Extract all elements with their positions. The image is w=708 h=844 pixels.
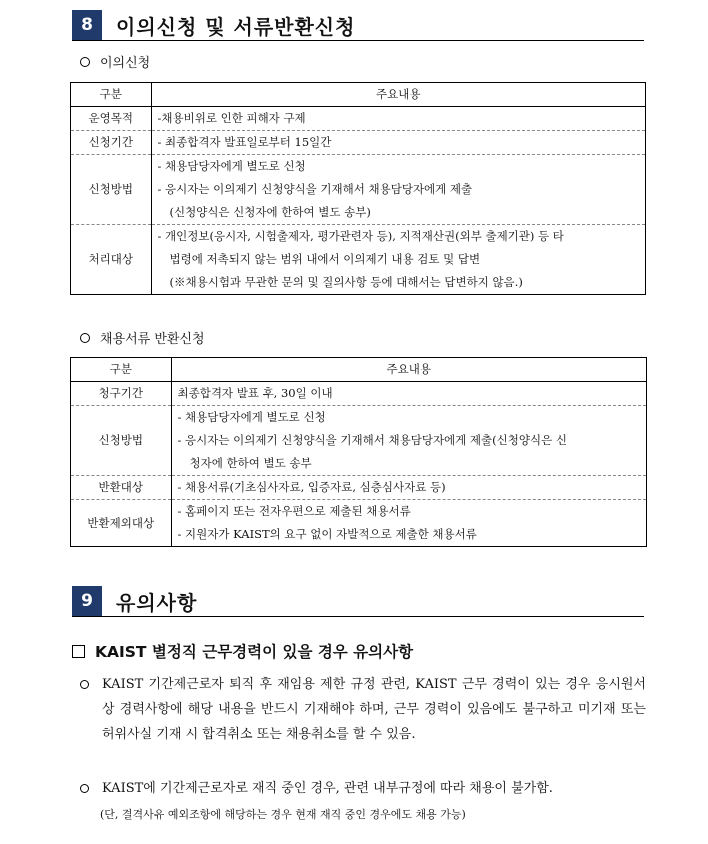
table-row [71, 155, 645, 225]
col-header-category: 구분 [71, 358, 171, 382]
content-line: (신청양식은 신청자에 한하여 별도 송부) [169, 205, 371, 219]
square-bullet-icon [72, 645, 85, 658]
row-content [171, 476, 646, 500]
content-line: - 채용담당자에게 별도로 신청 [157, 159, 306, 173]
section-title: 이의신청 및 서류반환신청 [116, 14, 356, 39]
table-row [71, 500, 646, 547]
row-category: 처리대상 [71, 225, 151, 295]
objection-table [70, 82, 646, 295]
notice-item: KAIST 기간제근로자 퇴직 후 재임용 제한 규정 관련, KAIST 근무 경력이 있는 경우 응시원서 상 경력사항에 해당 내용을 반드시 기재해야 하며, 근무 경력이 있음에도 불구하고 미기재 또는 허위사실 기재 시 합격취소 또는 채용취소를 할 수 있음. [80, 672, 646, 747]
content-line: 청자에 한하여 별도 송부 [189, 456, 312, 470]
table-row [71, 382, 646, 406]
table-header-row [71, 358, 646, 382]
section-8-header [72, 8, 644, 42]
table-header-row [71, 83, 645, 107]
row-content [151, 107, 645, 131]
content-line: - 개인정보(응시자, 시험출제자, 평가관련자 등), 지적재산권(외부 출제기관) 등 타 [157, 229, 564, 243]
row-category: 반환대상 [71, 476, 171, 500]
row-content [171, 500, 646, 547]
section-divider [72, 616, 644, 617]
table-row [71, 131, 645, 155]
table-row [71, 107, 645, 131]
row-category: 반환제외대상 [71, 500, 171, 547]
content-line: - 최종합격자 발표일로부터 15일간 [157, 135, 332, 149]
section-9-header [72, 584, 644, 618]
row-content [151, 155, 645, 225]
table-row [71, 476, 646, 500]
content-line: - 채용담당자에게 별도로 신청 [177, 410, 326, 424]
content-line: 최종합격자 발표 후, 30일 이내 [177, 386, 333, 400]
col-header-content: 주요내용 [151, 83, 645, 107]
table-row [71, 406, 646, 476]
section-title: 유의사항 [116, 590, 198, 615]
notice-subheading: KAIST 별정직 근무경력이 있을 경우 유의사항 [72, 640, 413, 662]
content-line: - 지원자가 KAIST의 요구 없이 자발적으로 제출한 채용서류 [177, 527, 477, 541]
col-header-category: 구분 [71, 83, 151, 107]
content-line: - 응시자는 이의제기 신청양식을 기재해서 채용담당자에게 제출(신청양식은 신 [177, 433, 567, 447]
content-line: - 응시자는 이의제기 신청양식을 기재해서 채용담당자에게 제출 [157, 182, 473, 196]
circle-bullet-icon [80, 680, 89, 689]
circle-bullet-icon [80, 333, 90, 343]
row-category: 신청기간 [71, 131, 151, 155]
row-content [171, 406, 646, 476]
content-line: -채용비위로 인한 피해자 구제 [157, 111, 306, 125]
row-content [171, 382, 646, 406]
content-line: 법령에 저촉되지 않는 범위 내에서 이의제기 내용 검토 및 답변 [169, 252, 481, 266]
section-number: 8 [72, 10, 102, 40]
circle-bullet-icon [80, 57, 90, 67]
col-header-content: 주요내용 [171, 358, 646, 382]
row-content [151, 225, 645, 295]
objection-heading: 이의신청 [80, 52, 150, 71]
row-category: 신청방법 [71, 155, 151, 225]
row-category: 운영목적 [71, 107, 151, 131]
row-category: 신청방법 [71, 406, 171, 476]
notice-footnote: (단, 결격사유 예외조항에 해당하는 경우 현재 재직 중인 경우에도 채용 가능) [100, 808, 466, 821]
content-line: - 홈페이지 또는 전자우편으로 제출된 채용서류 [177, 504, 411, 518]
section-number: 9 [72, 586, 102, 616]
content-line: - 채용서류(기초심사자료, 입증자료, 심층심사자료 등) [177, 480, 446, 494]
return-table [70, 357, 647, 547]
table-row [71, 225, 645, 295]
section-divider [72, 40, 644, 41]
notice-item: KAIST에 기간제근로자로 재직 중인 경우, 관련 내부규정에 따라 채용이 불가함. [80, 776, 646, 801]
circle-bullet-icon [80, 784, 89, 793]
content-line: (※채용시험과 무관한 문의 및 질의사항 등에 대해서는 답변하지 않음.) [169, 275, 523, 289]
row-content [151, 131, 645, 155]
row-category: 청구기간 [71, 382, 171, 406]
return-heading: 채용서류 반환신청 [80, 328, 205, 347]
